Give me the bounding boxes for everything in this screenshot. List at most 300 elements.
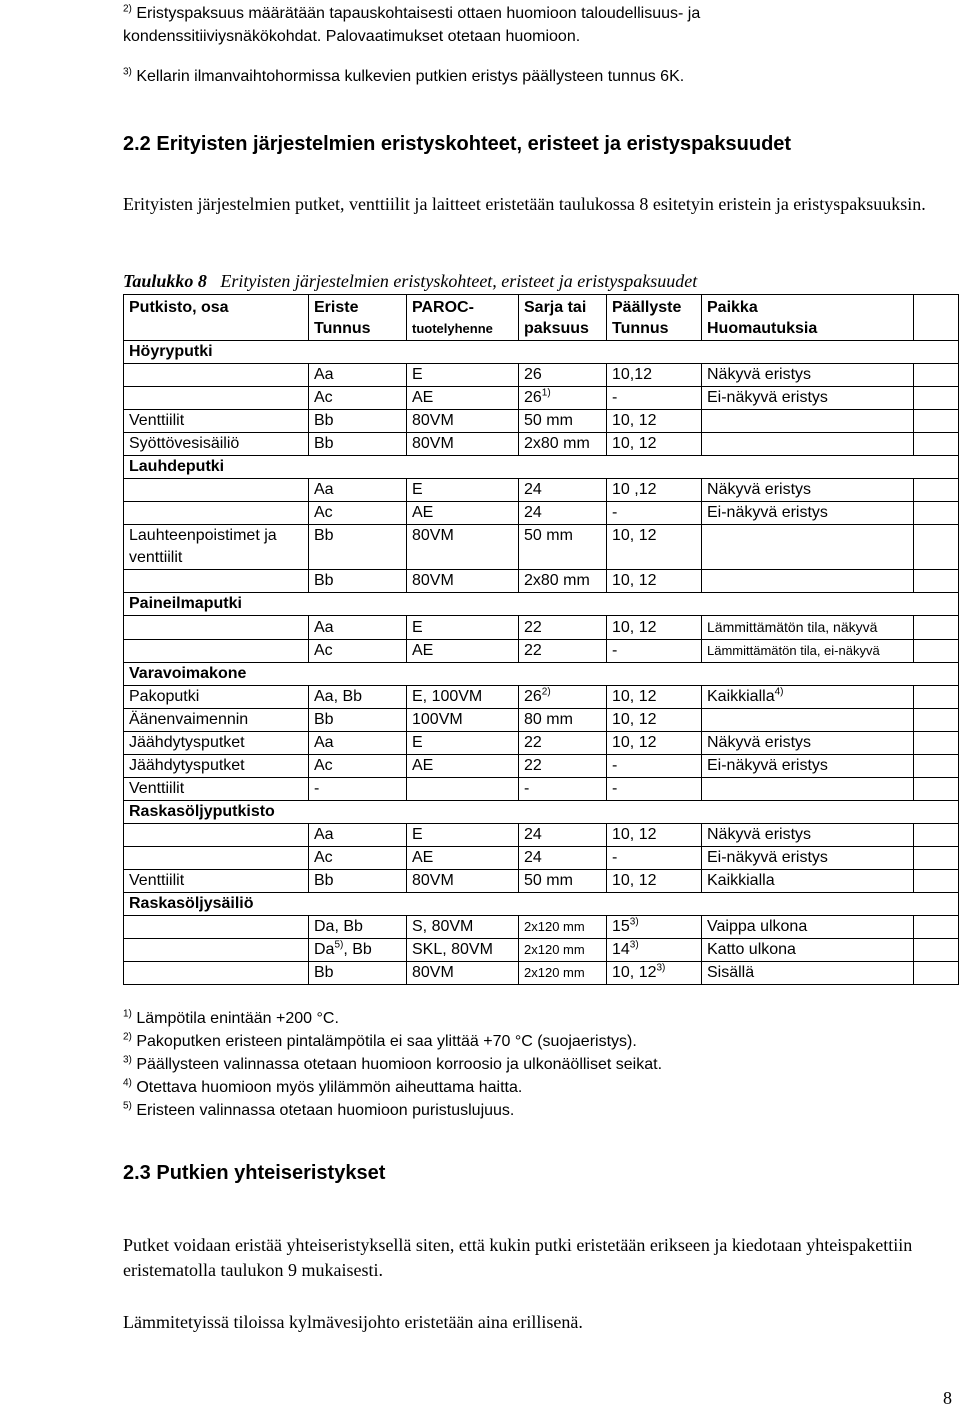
cell-text: Lauhteenpoistimet ja venttiilit <box>129 527 277 566</box>
cell-text: E <box>412 618 423 636</box>
table-cell <box>407 433 519 456</box>
table-cell <box>124 502 309 525</box>
table-section-row <box>124 801 959 824</box>
table-cell <box>914 410 959 433</box>
cell-text: Venttiilit <box>129 412 185 429</box>
table-cell <box>309 709 407 732</box>
cell-text: Ac <box>314 642 333 659</box>
cell-text: - <box>612 849 618 866</box>
table-cell <box>702 387 914 410</box>
cell-text: Bb <box>314 527 334 544</box>
table-row <box>124 709 959 732</box>
cell-text: 2x120 mm <box>524 942 585 957</box>
cell-text: Aa <box>314 481 334 498</box>
cell-text: 10,12 <box>612 366 653 383</box>
footnote-marker: 3) <box>629 939 639 951</box>
table-cell <box>702 570 914 593</box>
cell-text: Kaikkialla <box>707 688 775 705</box>
table-cell <box>914 364 959 387</box>
cell-text: 10 ,12 <box>612 481 657 498</box>
section-2-3-paragraph-1: Putket voidaan eristää yhteiseristyksellä siten, että kukin putki eristetään erikseen ja kiedotaan yhteispakettiin eristematolla taulukon 9 mukaisesti. <box>123 1235 913 1280</box>
footnote <box>123 1076 662 1099</box>
table-cell <box>309 824 407 847</box>
table-cell <box>702 824 914 847</box>
table-cell <box>407 870 519 893</box>
table-cell <box>702 686 914 709</box>
section-label: Varavoimakone <box>124 663 959 686</box>
cell-text: Äänenvaimennin <box>129 711 249 728</box>
table-cell <box>309 755 407 778</box>
table-cell <box>914 939 959 962</box>
header-line-1: Päällyste <box>612 299 682 316</box>
table-row <box>124 502 959 525</box>
table-cell <box>124 686 309 709</box>
cell-text: Pakoputki <box>129 688 200 705</box>
cell-text: 24 <box>524 481 542 498</box>
cell-text: 26 <box>524 688 542 705</box>
cell-text: 10, 12 <box>612 412 657 429</box>
cell-text: Ei-näkyvä eristys <box>707 757 828 774</box>
table-header-row <box>124 295 959 341</box>
table-cell <box>519 755 607 778</box>
cell-text: Venttiilit <box>129 780 185 797</box>
table-cell <box>309 364 407 387</box>
cell-text: Bb <box>314 872 334 889</box>
section-2-3-heading: 2.3 Putkien yhteiseristykset <box>123 1162 386 1184</box>
table-cell <box>519 616 607 640</box>
table-cell <box>407 962 519 985</box>
cell-text: 2x120 mm <box>524 919 585 934</box>
table-cell <box>607 570 702 593</box>
table-row <box>124 870 959 893</box>
table-cell <box>309 502 407 525</box>
cell-text: AE <box>412 504 434 521</box>
header-line-1: PAROC- <box>412 299 474 316</box>
cell-text: Näkyvä eristys <box>707 734 812 751</box>
table-cell <box>702 410 914 433</box>
cell-text: Vaippa ulkona <box>707 918 808 935</box>
insulation-table <box>123 294 959 985</box>
table-cell <box>309 962 407 985</box>
table-cell <box>309 433 407 456</box>
cell-text: 10, 12 <box>612 711 657 728</box>
table-row <box>124 847 959 870</box>
cell-text: Ac <box>314 757 333 774</box>
header-line-2: Tunnus <box>612 320 669 337</box>
table-cell <box>519 433 607 456</box>
cell-text: Aa <box>314 826 334 843</box>
table-cell <box>914 433 959 456</box>
header-line-1: Eriste <box>314 299 359 316</box>
cell-text: 24 <box>524 504 542 521</box>
table-row <box>124 778 959 801</box>
cell-text: Ei-näkyvä eristys <box>707 849 828 866</box>
footnote-marker: 3) <box>629 916 639 928</box>
table-cell <box>914 732 959 755</box>
page-number: 8 <box>943 1388 952 1408</box>
cell-text: 14 <box>612 941 630 958</box>
table-cell <box>914 824 959 847</box>
cell-text: - <box>612 642 618 659</box>
cell-text: 10, 12 <box>612 734 657 751</box>
table-cell <box>407 525 519 570</box>
cell-text: 15 <box>612 918 630 935</box>
table-cell <box>124 824 309 847</box>
footnote-text: Päällysteen valinnassa otetaan huomioon korroosio ja ulkonäölliset seikat. <box>136 1056 663 1073</box>
cell-text: 2x80 mm <box>524 435 590 452</box>
cell-text: E, 100VM <box>412 688 483 705</box>
table-cell <box>702 502 914 525</box>
table-cell <box>702 939 914 962</box>
table-cell <box>124 570 309 593</box>
table-cell <box>407 502 519 525</box>
header-line-2: Huomautuksia <box>707 320 818 337</box>
table-cell <box>519 778 607 801</box>
footnote-marker: 5) <box>334 939 344 951</box>
cell-text: Ei-näkyvä eristys <box>707 389 828 406</box>
table-cell <box>407 778 519 801</box>
table-cell <box>309 479 407 502</box>
cell-text: Kaikkialla <box>707 872 775 889</box>
table-cell <box>914 387 959 410</box>
cell-text: Bb <box>314 435 334 452</box>
table-row <box>124 962 959 985</box>
header-line-1: Putkisto, osa <box>129 299 229 316</box>
cell-text: 22 <box>524 757 542 774</box>
cell-text: 80VM <box>412 964 454 981</box>
header-line-2: paksuus <box>524 320 589 337</box>
table-cell <box>607 686 702 709</box>
table-cell <box>702 755 914 778</box>
footnote-marker: 3) <box>123 1054 132 1066</box>
table-row <box>124 686 959 709</box>
cell-text: - <box>314 780 320 797</box>
footnote-marker: 4) <box>123 1077 132 1089</box>
table-cell <box>309 525 407 570</box>
table-cell <box>519 502 607 525</box>
header-line-2: Tunnus <box>314 320 371 337</box>
table-cell <box>519 686 607 709</box>
table-header-cell <box>914 295 959 341</box>
footnote <box>123 1053 662 1076</box>
table-cell <box>309 778 407 801</box>
footnote-marker: 2) <box>123 1031 132 1043</box>
table-section-row <box>124 456 959 479</box>
table-cell <box>124 732 309 755</box>
cell-text: 2x80 mm <box>524 572 590 589</box>
table-row <box>124 640 959 663</box>
cell-text: Näkyvä eristys <box>707 366 812 383</box>
table-cell <box>407 732 519 755</box>
cell-text: Näkyvä eristys <box>707 481 812 498</box>
table-cell <box>124 410 309 433</box>
table-cell <box>519 709 607 732</box>
table-cell <box>702 433 914 456</box>
table-cell <box>124 755 309 778</box>
cell-text: Aa <box>314 618 334 636</box>
cell-text: 10, 12 <box>612 872 657 889</box>
table-cell <box>309 732 407 755</box>
table-cell <box>607 410 702 433</box>
footnote-text: Lämpötila enintään +200 °C. <box>136 1010 339 1027</box>
table-section-row <box>124 893 959 916</box>
cell-text: Ac <box>314 389 333 406</box>
table-cell <box>914 916 959 939</box>
table-cell <box>124 616 309 640</box>
table-cell <box>309 387 407 410</box>
table-cell <box>519 870 607 893</box>
section-label: Raskasöljysäiliö <box>124 893 959 916</box>
cell-text: - <box>612 389 618 406</box>
table-cell <box>309 686 407 709</box>
section-2-3-paragraph-2: Lämmitetyissä tiloissa kylmävesijohto eristetään aina erillisenä. <box>123 1312 583 1332</box>
cell-text: AE <box>412 849 434 866</box>
cell-text: 10, 12 <box>612 572 657 589</box>
section-label: Raskasöljyputkisto <box>124 801 959 824</box>
footnote <box>123 1099 662 1122</box>
table-cell <box>124 916 309 939</box>
cell-text: 80 mm <box>524 711 573 728</box>
cell-text: AE <box>412 389 434 406</box>
table-cell <box>519 387 607 410</box>
table-cell <box>702 364 914 387</box>
table-cell <box>407 755 519 778</box>
table-cell <box>407 364 519 387</box>
cell-text: 80VM <box>412 527 454 544</box>
table-cell <box>607 916 702 939</box>
header-line-1: Paikka <box>707 299 758 316</box>
table-row <box>124 525 959 570</box>
table-cell <box>309 410 407 433</box>
table-cell <box>407 847 519 870</box>
table-cell <box>702 616 914 640</box>
table-cell <box>607 870 702 893</box>
table-section-row <box>124 663 959 686</box>
table-row <box>124 410 959 433</box>
footnote-marker: 5) <box>123 1100 132 1112</box>
cell-text: E <box>412 734 423 751</box>
table-cell <box>607 640 702 663</box>
table-cell <box>124 939 309 962</box>
table-cell <box>607 778 702 801</box>
section-label: Lauhdeputki <box>124 456 959 479</box>
table-row <box>124 364 959 387</box>
table-cell <box>607 479 702 502</box>
table-cell <box>702 962 914 985</box>
cell-text: S, 80VM <box>412 918 474 935</box>
cell-text: 80VM <box>412 872 454 889</box>
table-cell <box>519 640 607 663</box>
table-cell <box>607 824 702 847</box>
table-cell <box>407 916 519 939</box>
table-cell <box>407 824 519 847</box>
table-cell <box>124 640 309 663</box>
table-cell <box>607 616 702 640</box>
table-cell <box>519 570 607 593</box>
footnote-text: Otettava huomioon myös ylilämmön aiheuttama haitta. <box>136 1079 523 1096</box>
table-cell <box>519 847 607 870</box>
table-cell <box>309 616 407 640</box>
cell-text: Lämmittämätön tila, näkyvä <box>707 619 878 635</box>
table-cell <box>309 916 407 939</box>
cell-text: Bb <box>314 412 334 429</box>
table-cell <box>519 732 607 755</box>
table-cell <box>124 387 309 410</box>
table-cell <box>914 778 959 801</box>
cell-text: Aa, Bb <box>314 688 363 705</box>
table-cell <box>309 870 407 893</box>
table-cell <box>519 479 607 502</box>
footnote-text: Eristeen valinnassa otetaan huomioon puristuslujuus. <box>136 1102 515 1119</box>
table-cell <box>607 709 702 732</box>
table-header-cell <box>124 295 309 341</box>
cell-text: 26 <box>524 389 542 406</box>
table-cell <box>702 870 914 893</box>
table-header-cell <box>519 295 607 341</box>
table-cell <box>519 410 607 433</box>
table-row <box>124 479 959 502</box>
table-section-row <box>124 593 959 616</box>
section-label: Paineilmaputki <box>124 593 959 616</box>
table-cell <box>702 732 914 755</box>
cell-text: 10, 12 <box>612 688 657 705</box>
cell-text: Aa <box>314 366 334 383</box>
table-cell <box>607 732 702 755</box>
footnote-marker: 1) <box>541 387 551 399</box>
table-row <box>124 916 959 939</box>
cell-text: Jäähdytysputket <box>129 757 245 774</box>
table-cell <box>124 870 309 893</box>
table-cell <box>607 364 702 387</box>
insulation-table-body <box>124 295 959 985</box>
cell-text: 80VM <box>412 572 454 589</box>
header-line-2: tuotelyhenne <box>412 321 493 336</box>
table-cell <box>309 939 407 962</box>
table-cell <box>519 824 607 847</box>
cell-text: Da, Bb <box>314 918 363 935</box>
table-cell <box>914 870 959 893</box>
table-cell <box>607 433 702 456</box>
cell-text: AE <box>412 757 434 774</box>
table-cell <box>407 410 519 433</box>
table-cell <box>914 640 959 663</box>
table-row <box>124 755 959 778</box>
table-cell <box>702 479 914 502</box>
table-cell <box>407 686 519 709</box>
cell-text: Syöttövesisäiliö <box>129 435 240 452</box>
cell-text: 100VM <box>412 711 463 728</box>
cell-text: 22 <box>524 734 542 751</box>
table-cell <box>519 364 607 387</box>
cell-text: 24 <box>524 826 542 843</box>
cell-text: Bb <box>314 572 334 589</box>
cell-text: Lämmittämätön tila, ei-näkyvä <box>707 643 880 658</box>
table-row <box>124 732 959 755</box>
cell-text: Bb <box>314 711 334 728</box>
footnote-marker: 2) <box>541 686 551 698</box>
table-cell <box>407 709 519 732</box>
cell-text: 80VM <box>412 435 454 452</box>
table-cell <box>914 962 959 985</box>
table-cell <box>702 847 914 870</box>
table-cell <box>914 755 959 778</box>
cell-text: Venttiilit <box>129 872 185 889</box>
table-row <box>124 387 959 410</box>
table-cell <box>607 962 702 985</box>
table-cell <box>309 640 407 663</box>
table-cell <box>519 939 607 962</box>
cell-text: Näkyvä eristys <box>707 826 812 843</box>
top-note-3: $^{3)}$ Kellarin ilmanvaihtohormissa kulkevien putkien eristys päällysteen tunnus 6K. <box>123 66 685 85</box>
footnote-marker: 1) <box>123 1008 132 1020</box>
cell-text: 26 <box>524 366 542 383</box>
cell-text: 80VM <box>412 412 454 429</box>
table-cell <box>309 847 407 870</box>
table-cell <box>407 479 519 502</box>
cell-text: 10, 12 <box>612 826 657 843</box>
cell-text: Da <box>314 941 335 958</box>
cell-text: - <box>612 757 618 774</box>
section-2-2-heading: 2.2 Erityisten järjestelmien eristyskohteet, eristeet ja eristyspaksuudet <box>123 133 792 155</box>
table-cell <box>407 387 519 410</box>
table-cell <box>607 525 702 570</box>
table-section-row <box>124 341 959 364</box>
table-cell <box>407 640 519 663</box>
cell-text: 2x120 mm <box>524 965 585 980</box>
table-cell <box>124 525 309 570</box>
cell-text: - <box>524 780 530 797</box>
table-cell <box>702 709 914 732</box>
table-header-cell <box>702 295 914 341</box>
table-header-cell <box>407 295 519 341</box>
cell-text-suffix: , Bb <box>343 941 372 958</box>
cell-text: 22 <box>524 618 542 636</box>
top-note-2: $^{2)}$ Eristyspaksuus määrätään tapauskohtaisesti ottaen huomioon taloudellisuus- ja kondenssitiiviysnäkökohdat. Palovaatimukset otetaan huomioon. <box>123 3 701 45</box>
header-line-1: Sarja tai <box>524 299 587 316</box>
table-cell <box>124 364 309 387</box>
table-cell <box>914 686 959 709</box>
table-cell <box>124 962 309 985</box>
table-cell <box>607 755 702 778</box>
table-row <box>124 616 959 640</box>
table-cell <box>607 939 702 962</box>
table-cell <box>124 433 309 456</box>
cell-text: 10, 12 <box>612 964 657 981</box>
table-cell <box>407 939 519 962</box>
table-cell <box>519 962 607 985</box>
cell-text: Katto ulkona <box>707 941 796 958</box>
footnote <box>123 1007 662 1030</box>
table-cell <box>519 525 607 570</box>
table-cell <box>702 525 914 570</box>
table-cell <box>914 709 959 732</box>
footnote-marker: 4) <box>774 686 784 698</box>
cell-text: Ei-näkyvä eristys <box>707 504 828 521</box>
cell-text: E <box>412 826 423 843</box>
table-cell <box>914 847 959 870</box>
table-cell <box>702 916 914 939</box>
table-cell <box>124 479 309 502</box>
cell-text: 10, 12 <box>612 527 657 544</box>
footnote-marker: 3) <box>656 962 666 974</box>
table-caption: Taulukko 8 Erityisten järjestelmien eristyskohteet, eristeet ja eristyspaksuudet <box>123 271 698 291</box>
table-footnotes <box>123 1007 662 1122</box>
table-cell <box>914 525 959 570</box>
section-2-2-paragraph: Erityisten järjestelmien putket, venttiilit ja laitteet eristetään taulukossa 8 esitetyin eristein ja eristyspaksuuksin. <box>123 194 926 214</box>
table-cell <box>407 616 519 640</box>
table-cell <box>309 570 407 593</box>
table-cell <box>407 570 519 593</box>
